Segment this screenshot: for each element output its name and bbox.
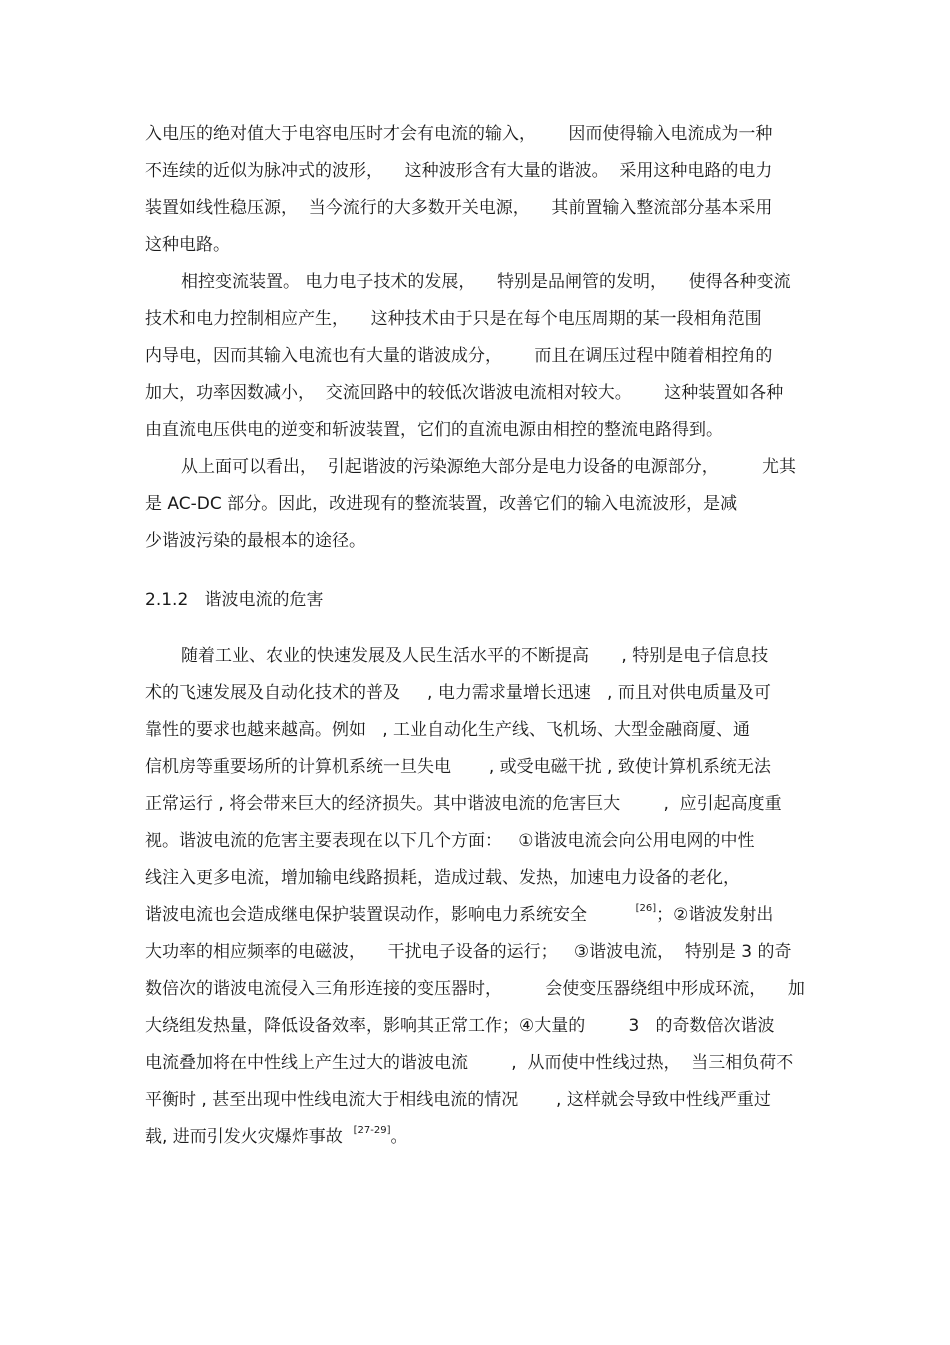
text-line: 随着工业、农业的快速发展及人民生活水平的不断提高 , 特别是电子信息技 <box>181 646 769 666</box>
text-line: 大功率的相应频率的电磁波， 干扰电子设备的运行； ③谐波电流， 特别是 3 的奇 <box>145 942 792 962</box>
text-line: 平衡时 , 甚至出现中性线电流大于相线电流的情况 , 这样就会导致中性线严重过 <box>145 1090 771 1110</box>
text-line: 加大，功率因数减小， 交流回路中的较低次谐波电流相对较大。 这种装置如各种 <box>145 383 784 403</box>
text-line-with-citation <box>145 1119 810 1156</box>
text-line: 信机房等重要场所的计算机系统一旦失电 , 或受电磁干扰 , 致使计算机系统无法 <box>145 757 771 777</box>
text-line: 这种电路。 <box>145 235 230 255</box>
text-line: 技术和电力控制相应产生， 这种技术由于只是在每个电压周期的某一段相角范围 <box>145 309 762 329</box>
text-segment: ；②谐波发射出 <box>656 905 774 925</box>
text-line: 相控变流装置。 电力电子技术的发展， 特别是品闸管的发明， 使得各种变流 <box>181 272 791 292</box>
paragraph-2 <box>145 264 810 449</box>
text-line: 大绕组发热量，降低设备效率，影响其正常工作；④大量的 3 的奇数倍次谐波 <box>145 1016 775 1036</box>
text-line: 装置如线性稳压源， 当今流行的大多数开关电源， 其前置输入整流部分基本采用 <box>145 198 773 218</box>
text-segment: 谐波电流也会造成继电保护装置误动作，影响电力系统安全 <box>145 905 636 925</box>
paragraph-4 <box>145 638 810 1156</box>
text-line: 数倍次的谐波电流侵入三角形连接的变压器时， 会使变压器绕组中形成环流， 加 <box>145 979 805 999</box>
paragraph-1 <box>145 116 810 264</box>
section-heading: 2.1.2 谐波电流的危害 <box>145 590 324 610</box>
text-line: 从上面可以看出， 引起谐波的污染源绝大部分是电力设备的电源部分， 尤其 <box>181 457 797 477</box>
text-line: 线注入更多电流，增加输电线路损耗，造成过载、发热，加速电力设备的老化， <box>145 868 740 888</box>
text-line: 入电压的绝对值大于电容电压时才会有电流的输入， 因而使得输入电流成为一种 <box>145 124 773 144</box>
document-page <box>145 116 810 1156</box>
text-segment: 载, 进而引发火灾爆炸事故 <box>145 1127 354 1147</box>
text-line: 是 AC-DC 部分。因此，改进现有的整流装置，改善它们的输入电流波形，是减 <box>145 494 738 514</box>
text-line: 由直流电压供电的逆变和斩波装置，它们的直流电源由相控的整流电路得到。 <box>145 420 723 440</box>
text-line: 视。谐波电流的危害主要表现在以下几个方面： ①谐波电流会向公用电网的中性 <box>145 831 755 851</box>
text-segment: 。 <box>390 1127 408 1147</box>
text-line: 靠性的要求也越来越高。例如 , 工业自动化生产线、飞机场、大型金融商厦、通 <box>145 720 751 740</box>
text-line: 少谐波污染的最根本的途径。 <box>145 531 366 551</box>
text-line: 电流叠加将在中性线上产生过大的谐波电流 , 从而使中性线过热， 当三相负荷不 <box>145 1053 794 1073</box>
text-line-with-citation <box>145 897 810 934</box>
text-line: 内导电，因而其输入电流也有大量的谐波成分， 而且在调压过程中随着相控角的 <box>145 346 773 366</box>
citation-26: [26] <box>635 903 657 914</box>
text-line: 术的飞速发展及自动化技术的普及 , 电力需求量增长迅速 , 而且对供电质量及可 <box>145 683 771 703</box>
paragraph-3 <box>145 449 810 560</box>
text-line: 不连续的近似为脉冲式的波形， 这种波形含有大量的谐波。 采用这种电路的电力 <box>145 161 773 181</box>
citation-27-29: [27-29] <box>353 1125 391 1136</box>
text-line: 正常运行 , 将会带来巨大的经济损失。其中谐波电流的危害巨大 , 应引起高度重 <box>145 794 782 814</box>
